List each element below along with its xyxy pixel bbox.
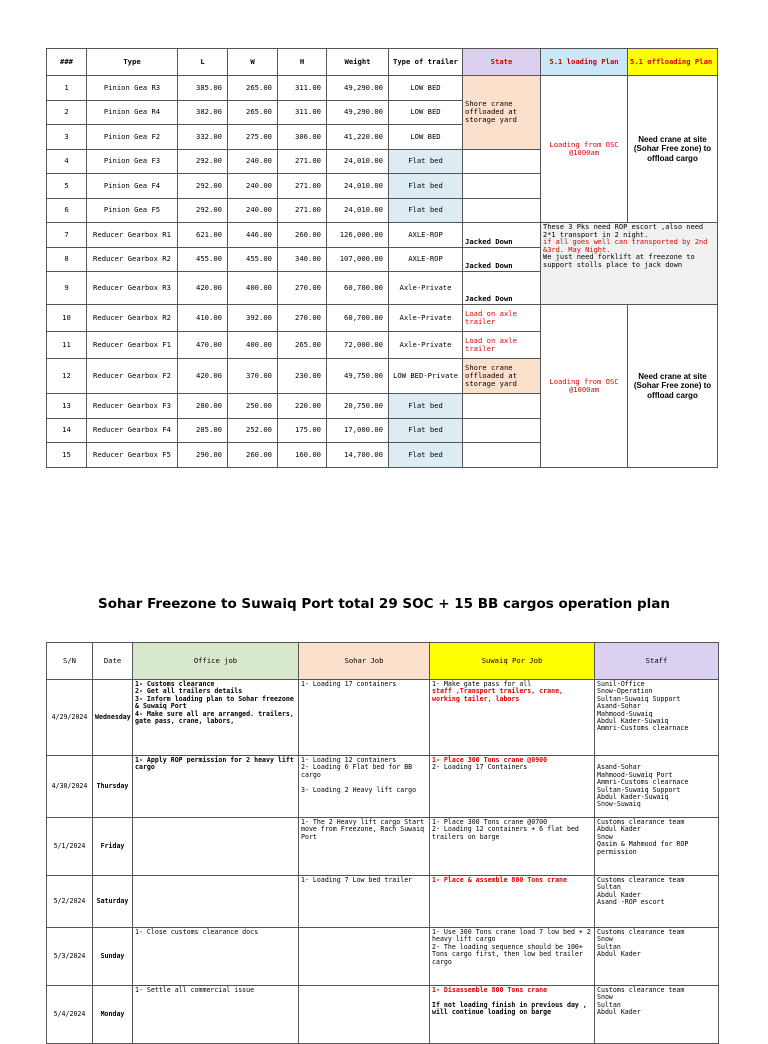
cell-sn: 5/3/2024 <box>47 928 93 986</box>
table-row <box>47 305 718 332</box>
cell-w: 392.00 <box>228 305 278 332</box>
cell-date: Thursday <box>93 756 133 818</box>
cell-num: 1 <box>47 76 87 101</box>
cell-num: 2 <box>47 100 87 125</box>
col-header-staff: Staff <box>595 643 719 680</box>
cell-state-jacked-down: Jacked Down <box>463 272 541 305</box>
col-header-sohar-job: Sohar Job <box>299 643 430 680</box>
cell-trailer: Flat bed <box>389 443 463 468</box>
operation-plan-table <box>46 642 719 1044</box>
col-header-trailer: Type of trailer <box>389 49 463 76</box>
suwaiq-job-text: If not loading finish in previous day , will continue loading on barge <box>432 1000 587 1017</box>
cell-sn: 4/29/2024 <box>47 680 93 756</box>
cell-h: 265.00 <box>278 332 327 359</box>
cell-state-shore-crane: Shore crane offloaded at storage yard <box>463 359 541 394</box>
col-header-office-job: Office job <box>133 643 299 680</box>
cell-weight: 49,290.00 <box>327 76 389 101</box>
cell-suwaiq-job: 1- Use 300 Tons crane load 7 low bed + 2 heavy lift cargo 2- The loading sequence should be 100+ Tons cargo first, then low bed trailer cargo <box>430 928 595 986</box>
cell-date: Wednesday <box>93 680 133 756</box>
table-row <box>47 680 719 756</box>
cell-h: 270.00 <box>278 272 327 305</box>
cell-type: Reducer Gearbox F3 <box>87 394 178 419</box>
cell-trailer: LOW BED-Private <box>389 359 463 394</box>
cell-num: 9 <box>47 272 87 305</box>
cell-type: Reducer Gearbox F2 <box>87 359 178 394</box>
plan-title: Sohar Freezone to Suwaiq Port total 29 SOC + 15 BB cargos operation plan <box>98 596 670 612</box>
cell-l: 292.00 <box>178 198 228 223</box>
cell-h: 271.00 <box>278 198 327 223</box>
cell-h: 311.00 <box>278 100 327 125</box>
cell-state <box>463 174 541 199</box>
cell-h: 311.00 <box>278 76 327 101</box>
cell-suwaiq-job <box>430 680 595 756</box>
cell-weight: 72,000.00 <box>327 332 389 359</box>
cell-h: 271.00 <box>278 149 327 174</box>
cell-l: 285.00 <box>178 418 228 443</box>
cell-staff: Sunil-Office Snow-Operation Sultan-Suwaiq Support Asand-Sohar Mahmood-Suwaiq Abdul Kader-Suwaiq Ammri-Customs clearnace <box>595 680 719 756</box>
cell-trailer: LOW BED <box>389 125 463 150</box>
cell-state <box>463 418 541 443</box>
cell-w: 275.00 <box>228 125 278 150</box>
cell-l: 290.00 <box>178 443 228 468</box>
cell-weight: 107,000.00 <box>327 247 389 272</box>
cell-l: 385.00 <box>178 76 228 101</box>
cell-loading-plan: Loading from OSC @1000am <box>541 305 628 468</box>
cell-offloading-plan: Need crane at site (Sohar Free zone) to offload cargo <box>628 305 718 468</box>
cell-w: 265.00 <box>228 100 278 125</box>
cell-h: 230.00 <box>278 359 327 394</box>
cell-num: 14 <box>47 418 87 443</box>
cell-w: 240.00 <box>228 174 278 199</box>
cell-num: 5 <box>47 174 87 199</box>
cell-trailer: Flat bed <box>389 149 463 174</box>
table-row <box>47 818 719 876</box>
cell-num: 8 <box>47 247 87 272</box>
cell-state <box>463 149 541 174</box>
cell-weight: 20,750.00 <box>327 394 389 419</box>
cell-l: 470.00 <box>178 332 228 359</box>
cell-type: Reducer Gearbox R1 <box>87 223 178 248</box>
cell-num: 10 <box>47 305 87 332</box>
cell-trailer: Flat bed <box>389 198 463 223</box>
cell-state-load-axle: Load on axle trailer <box>463 305 541 332</box>
cell-h: 220.00 <box>278 394 327 419</box>
col-header-suwaiq-job: Suwaiq Por Job <box>430 643 595 680</box>
cell-weight: 60,700.00 <box>327 305 389 332</box>
cell-office-job: 1- Apply ROP permission for 2 heavy lift cargo <box>133 756 299 818</box>
cell-state-shore-crane: Shore crane offloaded at storage yard <box>463 76 541 150</box>
cell-office-job <box>133 818 299 876</box>
cell-type: Reducer Gearbox F4 <box>87 418 178 443</box>
suwaiq-job-highlight: 1- Place 300 Tons crane @0900 <box>432 756 548 764</box>
cell-weight: 60,700.00 <box>327 272 389 305</box>
col-header-date: Date <box>93 643 133 680</box>
cell-weight: 24,010.00 <box>327 149 389 174</box>
cell-staff: Customs clearance team Snow Sultan Abdul Kader <box>595 986 719 1044</box>
cell-sohar-job: 1- Loading 7 Low bed trailer <box>299 876 430 928</box>
cell-sn: 5/4/2024 <box>47 986 93 1044</box>
cell-state <box>463 394 541 419</box>
cell-suwaiq-job: 1- Place & assemble 800 Tons crane <box>430 876 595 928</box>
cell-type: Pinion Gea R3 <box>87 76 178 101</box>
cell-sohar-job: 1- The 2 Heavy lift cargo Start move from Freezone, Rach Suwaiq Port <box>299 818 430 876</box>
table-row <box>47 928 719 986</box>
note-line-red: if all goes well can transported by 2nd &3rd. May Night. <box>543 238 708 254</box>
col-header-w: W <box>228 49 278 76</box>
cell-trailer: Axle-Private <box>389 272 463 305</box>
col-header-h: H <box>278 49 327 76</box>
cell-staff: Asand-Sohar Mahmood-Suwaiq Port Ammri-Customs clearnace Sultan-Suwaiq Support Abdul Kader-Suwaiq Snow-Suwaiq <box>595 756 719 818</box>
cell-w: 400.00 <box>228 272 278 305</box>
cell-l: 292.00 <box>178 174 228 199</box>
suwaiq-job-highlight: 1- Disassemble 800 Tons crane <box>432 986 548 994</box>
note-line: We just need forklift at freezone to support stolls place to jack down <box>543 253 695 269</box>
cell-w: 240.00 <box>228 198 278 223</box>
col-header-state: State <box>463 49 541 76</box>
table-row <box>47 223 718 248</box>
cell-type: Reducer Gearbox R3 <box>87 272 178 305</box>
cell-h: 271.00 <box>278 174 327 199</box>
cell-l: 621.00 <box>178 223 228 248</box>
cell-w: 260.00 <box>228 443 278 468</box>
cell-type: Pinion Gea F3 <box>87 149 178 174</box>
cell-sn: 5/1/2024 <box>47 818 93 876</box>
cell-sohar-job: 1- Loading 12 containers 2- Loading 6 Flat bed for BB cargo 3- Loading 2 Heavy lift cargo <box>299 756 430 818</box>
col-header-type: Type <box>87 49 178 76</box>
cell-suwaiq-job: 1- Place 300 Tons crane @0700 2- Loading 12 containers + 6 flat bed trailers on barge <box>430 818 595 876</box>
note-line: These 3 Pks need ROP escort ,also need 2*1 transport in 2 night. <box>543 223 704 239</box>
cell-w: 250.00 <box>228 394 278 419</box>
cell-num: 7 <box>47 223 87 248</box>
cell-w: 370.00 <box>228 359 278 394</box>
cargo-header-row <box>47 49 718 76</box>
cell-trailer: AXLE-ROP <box>389 223 463 248</box>
cell-num: 4 <box>47 149 87 174</box>
cell-w: 400.00 <box>228 332 278 359</box>
col-header-sn: S/N <box>47 643 93 680</box>
cell-trailer: Axle-Private <box>389 332 463 359</box>
cell-state <box>463 443 541 468</box>
cell-num: 15 <box>47 443 87 468</box>
cell-trailer: Flat bed <box>389 418 463 443</box>
cell-l: 410.00 <box>178 305 228 332</box>
cell-sn: 4/30/2024 <box>47 756 93 818</box>
cell-suwaiq-job <box>430 756 595 818</box>
cell-l: 332.00 <box>178 125 228 150</box>
cell-state-load-axle: Load on axle trailer <box>463 332 541 359</box>
cell-l: 382.00 <box>178 100 228 125</box>
cell-type: Pinion Gea F4 <box>87 174 178 199</box>
cell-office-job: 1- Settle all commercial issue <box>133 986 299 1044</box>
cell-trailer: LOW BED <box>389 100 463 125</box>
cell-sohar-job: 1- Loading 17 containers <box>299 680 430 756</box>
cell-trailer: Flat bed <box>389 394 463 419</box>
cell-num: 11 <box>47 332 87 359</box>
cell-trailer: Flat bed <box>389 174 463 199</box>
col-header-weight: Weight <box>327 49 389 76</box>
cell-type: Pinion Gea R4 <box>87 100 178 125</box>
cell-h: 260.00 <box>278 223 327 248</box>
cell-num: 3 <box>47 125 87 150</box>
cell-trailer: LOW BED <box>389 76 463 101</box>
plan-header-row <box>47 643 719 680</box>
cell-type: Reducer Gearbox R2 <box>87 305 178 332</box>
table-row <box>47 876 719 928</box>
cell-weight: 24,010.00 <box>327 198 389 223</box>
cell-w: 455.00 <box>228 247 278 272</box>
table-row <box>47 76 718 101</box>
cell-office-job: 1- Customs clearance 2- Get all trailers details 3- Inform loading plan to Sohar freezone & Suwaiq Port 4- Make sure all are arranged. trailers, gate pass, crane, labors, <box>133 680 299 756</box>
cell-h: 340.00 <box>278 247 327 272</box>
cell-sohar-job <box>299 928 430 986</box>
cell-num: 6 <box>47 198 87 223</box>
cell-date: Saturday <box>93 876 133 928</box>
suwaiq-job-highlight: staff ,Transport trailers, crane, working tailer, labors <box>432 687 564 703</box>
cargo-table <box>46 48 718 468</box>
cell-weight: 126,000.00 <box>327 223 389 248</box>
cell-sn: 5/2/2024 <box>47 876 93 928</box>
cell-weight: 41,220.00 <box>327 125 389 150</box>
cell-date: Monday <box>93 986 133 1044</box>
cell-staff: Customs clearance team Abdul Kader Snow Qasim & Mahmood for ROP permission <box>595 818 719 876</box>
cell-weight: 49,290.00 <box>327 100 389 125</box>
cell-l: 455.00 <box>178 247 228 272</box>
table-row <box>47 986 719 1044</box>
cell-weight: 17,000.00 <box>327 418 389 443</box>
cell-w: 446.00 <box>228 223 278 248</box>
cell-num: 13 <box>47 394 87 419</box>
cell-w: 252.00 <box>228 418 278 443</box>
table-row <box>47 756 719 818</box>
cell-sohar-job <box>299 986 430 1044</box>
cell-type: Pinion Gea F2 <box>87 125 178 150</box>
cell-office-job: 1- Close customs clearance docs <box>133 928 299 986</box>
cell-type: Reducer Gearbox F5 <box>87 443 178 468</box>
cell-date: Sunday <box>93 928 133 986</box>
cell-loading-plan: Loading from OSC @1000am <box>541 76 628 223</box>
cell-offloading-plan: Need crane at site (Sohar Free zone) to offload cargo <box>628 76 718 223</box>
cell-state-jacked-down: Jacked Down <box>463 247 541 272</box>
cell-type: Reducer Gearbox F1 <box>87 332 178 359</box>
cell-trailer: Axle-Private <box>389 305 463 332</box>
cell-type: Reducer Gearbox R2 <box>87 247 178 272</box>
col-header-l: L <box>178 49 228 76</box>
cell-l: 420.00 <box>178 359 228 394</box>
cell-escort-note <box>541 223 718 305</box>
cell-h: 160.00 <box>278 443 327 468</box>
cell-l: 292.00 <box>178 149 228 174</box>
cell-state-jacked-down: Jacked Down <box>463 223 541 248</box>
col-header-offloading-plan: 5.1 offloading Plan <box>628 49 718 76</box>
cell-staff: Customs clearance team Snow Sultan Abdul Kader <box>595 928 719 986</box>
col-header-num: ### <box>47 49 87 76</box>
cell-l: 280.00 <box>178 394 228 419</box>
cell-type: Pinion Gea F5 <box>87 198 178 223</box>
col-header-loading-plan: 5.1 loading Plan <box>541 49 628 76</box>
cell-state <box>463 198 541 223</box>
cell-trailer: AXLE-ROP <box>389 247 463 272</box>
suwaiq-job-text: 2- Loading 17 Containers <box>432 763 528 772</box>
cell-office-job <box>133 876 299 928</box>
cell-h: 270.00 <box>278 305 327 332</box>
cell-h: 306.00 <box>278 125 327 150</box>
cell-l: 420.00 <box>178 272 228 305</box>
cell-weight: 14,700.00 <box>327 443 389 468</box>
cell-w: 265.00 <box>228 76 278 101</box>
cell-w: 240.00 <box>228 149 278 174</box>
suwaiq-job-text: 1- Make gate pass for all <box>432 680 532 688</box>
cell-staff: Customs clearance team Sultan Abdul Kader Asand -ROP escort <box>595 876 719 928</box>
cell-date: Friday <box>93 818 133 876</box>
cell-num: 12 <box>47 359 87 394</box>
cell-weight: 49,750.00 <box>327 359 389 394</box>
cell-h: 175.00 <box>278 418 327 443</box>
cell-suwaiq-job <box>430 986 595 1044</box>
cell-weight: 24,010.00 <box>327 174 389 199</box>
